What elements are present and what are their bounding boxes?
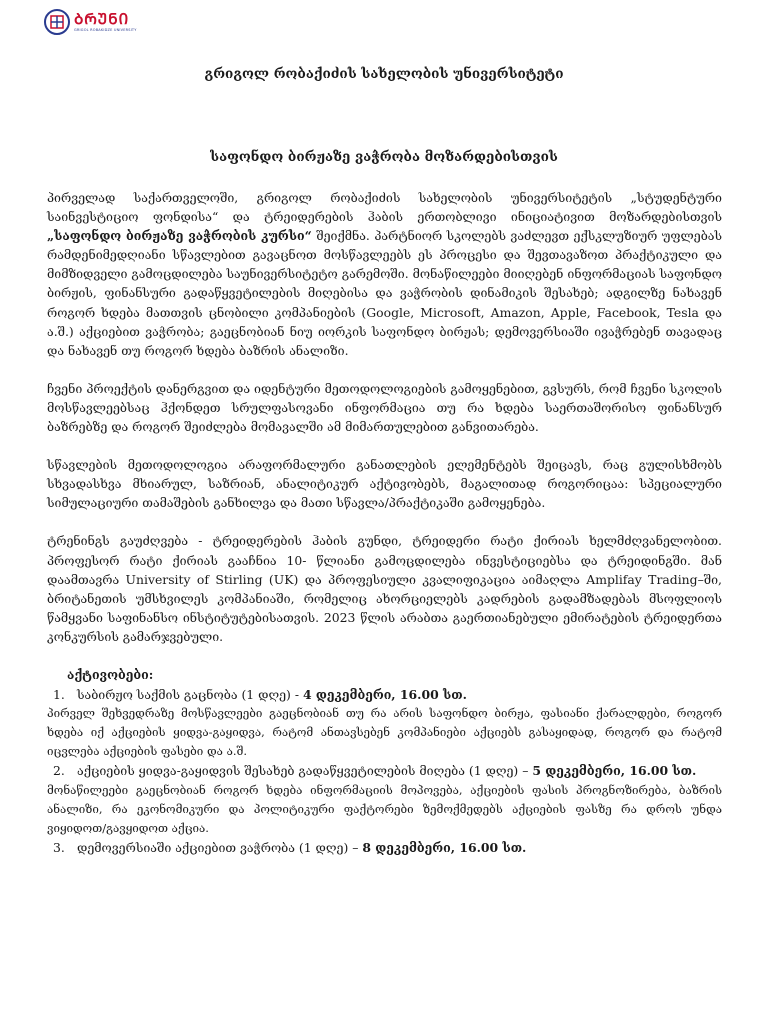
university-logo	[44, 8, 174, 36]
activity-title: საბირჟო საქმის გაცნობა (1 დღე) -	[77, 687, 303, 703]
crest-icon	[44, 9, 70, 35]
activity-item	[47, 838, 722, 857]
activity-description: პირველ შეხვედრაზე მოსწავლეები გაეცნობიან თუ რა არის საფონდო ბირჟა, ფასიანი ქარალდები, როგორ ხდება იქ აქციების ყიდვა-გაყიდვა, რატომ ანთავსებენ კომპანიები აქციებს გასაყიდად, როგორ და რატომ იცვლება აქციების ფასები და ა.შ.	[47, 706, 722, 759]
activity-number: 2.	[53, 763, 65, 779]
methodology-paragraph: სწავლების მეთოდოლოგია არაფორმალური განათლების ელემენტებს შეიცავს, რაც გულისხმობს სხვადასხვა მხიარულ, საზრიან, ანალიტიკურ აქტივობებს, მაგალითად როგორიცაა: სპეციალური სიმულაციური თამაშების განხილვა და მათი სწავლა/პრაქტიკაში გამოყენება.	[47, 457, 722, 511]
logo-name: ᲑᲠᲣᲜᲘ	[74, 9, 130, 28]
activity-item	[47, 685, 722, 761]
university-title: გრიგოლ რობაქიძის სახელობის უნივერსიტეტი	[204, 66, 564, 82]
course-name: „საფონდო ბირჟაზე ვაჭრობის კურსი“	[47, 228, 312, 244]
intro-text-end: შეიქმნა. პარტნიორ სკოლებს ვაძლევთ ექსკლუზიურ უფლებას რამდენიმედღიანი სწავლებით გავაცნოთ მოსწავლეებს ეს პროცესი და შევთავაზოთ პრაქტიკული და მიმზიდველი გამოცდილება საუნივერსიტეტო გარემოში. მონაწილეები მიიღებენ ინფორმაციას საფონდო ბირჟის, ფინანსური გადაწყვეტილების მიღებისა და ვაჭრობის დინამიკის შესახებ; ადგილზე ნახავენ როგორ ხდება მათთვის ცნობილი კომპანიების (Google, Microsoft, Amazon, Apple, Facebook, Tesla და ა.შ.) აქციებით ვაჭრობა; გაეცნობიან ნიუ იორკის საფონდო ბირჟას; დემოვერსიაში ივაჭრებენ თავადაც და ნახავენ თუ როგორ ხდება ბაზრის ანალიზი.	[47, 228, 722, 358]
logo-subtitle: GRIGOL ROBAKIDZE UNIVERSITY	[74, 27, 137, 32]
intro-paragraph	[47, 188, 722, 360]
trainer-paragraph: ტრენინგს გაუძღვება - ტრეიდერების ჰაბის გუნდი, ტრეიდერი რატი ქირიას ხელმძღვანელობით. პროფესორ რატი ქირიას გააჩნია 10- წლიანი გამოცდილება ინვესტიციებსა და ტრეიდინგში. მან დაამთავრა University of Stirling (UK) და პროფესიული კვალიფიკაცია აიმაღლა Amplifay Trading–ში, ბრიტანეთის უმსხვილეს კომპანიაში, რომელიც ახორციელებს კადრების გადამზადებას მსოფლიოს წამყვანი საფინანსო ინსტიტუტებისათვის. 2023 წლის არაბთა გაერთიანებული ემირატების ტრეიდერთა კონკურსის გამარჯვებული.	[47, 533, 722, 644]
activity-date: 5 დეკემბერი, 16.00 სთ.	[532, 763, 697, 779]
document-body	[47, 188, 722, 857]
course-title: საფონდო ბირჟაზე ვაჭრობა მოზარდებისთვის	[210, 149, 558, 165]
activity-date: 4 დეკემბერი, 16.00 სთ.	[302, 687, 467, 703]
activity-description: მონაწილეები გაეცნობიან როგორ ხდება ინფორმაციის მოპოვება, აქციების ფასის პროგნოზირება, ბაზრის ანალიზი, რა ეკონომიკური და პოლიტიკური ფაქტორები ზემოქმედებს აქციების ფასზე რა დროს უნდა ვიყიდოთ/გავყიდოთ აქცია.	[47, 782, 722, 835]
activity-title: დემოვერსიაში აქციებით ვაჭრობა (1 დღე) –	[77, 839, 363, 855]
project-paragraph: ჩვენი პროექტის დანერგვით და იდენტური მეთოდოლოგიების გამოყენებით, გვსურს, რომ ჩვენი სკოლის მოსწავლეებსაც ჰქონდეთ სრულფასოვანი ინფორმაცია თუ რა ხდება საერთაშორისო ფინანსურ ბაზრებზე და როგორ შეიძლება მომავალში ამ მიმართულებით განვითარება.	[47, 380, 722, 435]
activity-date: 8 დეკემბერი, 16.00 სთ.	[362, 839, 527, 855]
activity-title: აქციების ყიდვა-გაყიდვის შესახებ გადაწყვეტილების მიღება (1 დღე) –	[77, 763, 533, 779]
intro-text-start: პირველად საქართველოში, გრიგოლ რობაქიძის სახელობის უნივერსიტეტის „სტუდენტური საინვესტიციო ფონდისა“ და ტრეიდერების ჰაბის ერთობლივი ინიციატივით მოზარდებისთვის	[47, 190, 722, 225]
activity-number: 1.	[53, 687, 65, 703]
activity-item	[47, 761, 722, 837]
activity-number: 3.	[53, 839, 65, 855]
activities-heading: აქტივობები:	[67, 666, 154, 682]
